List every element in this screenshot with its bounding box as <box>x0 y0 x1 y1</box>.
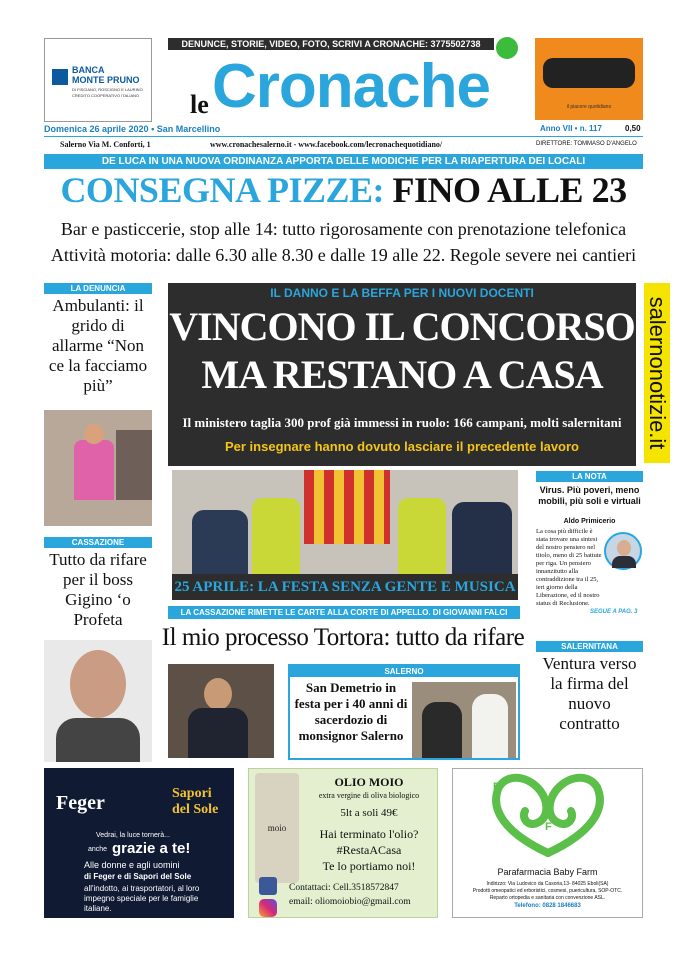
oil-q3: Te lo portiamo noi! <box>322 859 416 873</box>
boss-photo <box>44 640 152 762</box>
bank-name-2: MONTE PRUNO <box>72 75 140 85</box>
address: Salerno Via M. Conforti, 1 <box>60 140 151 149</box>
lead-headline-b: FINO ALLE 23 <box>392 170 627 210</box>
bank-ad[interactable] <box>44 38 152 122</box>
motta-brand <box>543 58 635 88</box>
date: Domenica 26 aprile 2020 <box>44 124 149 134</box>
salernitana-text[interactable]: Ventura verso la firma del nuovo contratto <box>542 654 637 733</box>
feger-ad[interactable] <box>44 768 234 918</box>
top-banner: DENUNCE, STORIE, VIDEO, FOTO, SCRIVI A CRONACHE: 3775502738 <box>168 38 494 50</box>
bank-name-4: CREDITO COOPERATIVO ITALIANO <box>72 93 140 98</box>
oil-contact-2: email: oliomoiobio@gmail.com <box>289 897 411 907</box>
sapori-brand-2: del Sole <box>172 802 219 817</box>
salerno-label: SALERNO <box>290 666 518 677</box>
bank-name-1: BANCA <box>72 65 105 75</box>
lead-sub-1: Bar e pasticcerie, stop alle 14: tutto rigorosamente con prenotazione telefonica <box>60 219 627 239</box>
oil-bottle-image <box>255 773 299 883</box>
facebook-icon[interactable] <box>259 877 277 895</box>
lead-headline[interactable] <box>44 170 643 210</box>
oil-title: OLIO MOIO <box>334 775 404 789</box>
tortora-headline[interactable]: Il mio processo Tortora: tutto da rifare <box>161 624 525 651</box>
oil-price: 5lt a soli 49€ <box>340 807 398 819</box>
boss-head <box>70 650 126 718</box>
salerno-box[interactable] <box>288 664 520 760</box>
flag <box>304 470 390 544</box>
denuncia-label: LA DENUNCIA <box>44 283 152 294</box>
motta-slogan: il piacere quotidiano <box>566 104 612 110</box>
pope-photo <box>412 682 516 758</box>
oil-q2: #RestaACasa <box>336 843 402 857</box>
lead-kicker: DE LUCA IN UNA NUOVA ORDINANZA APPORTA DELLE MODICHE PER LA RIAPERTURA DEI LOCALI <box>44 154 643 169</box>
feger-brand: Feger <box>56 792 105 814</box>
whatsapp-icon <box>496 37 518 59</box>
liberation-photo <box>172 470 518 574</box>
bank-name-3: DI FISCIANO, ROSCIGNO E LAURINO <box>72 87 143 92</box>
pharmacy-line-2: Prodotti omeopatici ed erboristici, cosmesi, puericultura, SOP-OTC. <box>472 888 623 894</box>
salerno-text: San Demetrio in festa per i 40 anni di sacerdozio di monsignor Salerno <box>294 680 408 743</box>
nota-label: LA NOTA <box>536 471 643 482</box>
pharmacy-logo-f: F <box>545 821 552 833</box>
pharmacy-address: Indirizzo: Via Ludovico da Casoria,13- 84025 Eboli(SA) <box>486 881 609 887</box>
pharmacy-logo-icon <box>485 773 611 857</box>
vendor-photo <box>44 410 152 526</box>
lead-sub-2: Attività motoria: dalle 6.30 alle 8.30 e dalle 19 alle 22. Regole severe nei cantieri <box>50 245 637 265</box>
web-links[interactable]: www.cronachesalerno.it - www.facebook.com/lecronachequotidiano/ <box>210 140 443 149</box>
oil-q1: Hai terminato l'olio? <box>319 827 419 841</box>
pharmacy-name: Parafarmacia Baby Farm <box>497 867 598 877</box>
officer-right <box>398 498 446 574</box>
pharmacy-ad[interactable] <box>452 768 643 918</box>
feger-line-3: grazie a te! <box>112 840 191 857</box>
date-line <box>44 124 220 134</box>
separator-dot: • <box>151 124 157 134</box>
feger-line-5: di Feger e di Sapori del Sole <box>84 872 192 881</box>
main-story-panel[interactable] <box>168 283 636 466</box>
price: 0,50 <box>625 124 641 133</box>
main-headline-2: MA RESTANO A CASA <box>201 352 603 397</box>
motta-ad[interactable] <box>535 38 643 120</box>
nota-author: Aldo Primicerio <box>563 518 616 525</box>
feger-line-2: anche <box>88 846 108 853</box>
denuncia-text[interactable]: Ambulanti: il grido di allarme “Non ce la facciamo più” <box>48 296 148 395</box>
author-suit <box>612 556 636 568</box>
main-highlight: Per insegnare hanno dovuto lasciare il precedente lavoro <box>224 439 579 454</box>
director: DIRETTORE: TOMMASO D'ANGELO <box>536 141 637 147</box>
saint: San Marcellino <box>156 124 221 134</box>
oil-ad[interactable] <box>248 768 438 918</box>
sapori-brand-1: Sapori <box>172 786 212 801</box>
pope-figure <box>472 694 508 758</box>
nota-title[interactable]: Virus. Più poveri, meno mobili, più soli e virtuali <box>538 485 641 506</box>
falci-head <box>204 678 232 710</box>
nota-body: La cosa più difficile è stata trovare una sintesi del nostro pensiero nel titolo, meno di 25 battute per riga. Un pensiero innanzitutto alla contraddizione tra il 25, ieri giorno della Liberazione, ed il nostro status di Reclusione. <box>536 528 602 606</box>
main-kicker: IL DANNO E LA BEFFA PER I NUOVI DOCENTI <box>270 286 534 300</box>
nota-more-link[interactable]: SEGUE A PAG. 3 <box>590 609 638 615</box>
author-photo <box>604 532 642 570</box>
feger-line-1: Vedrai, la luce tornerà... <box>96 832 170 839</box>
masthead-le: le <box>190 90 209 119</box>
bank-logo-icon <box>52 69 68 85</box>
boss-shirt <box>56 718 140 762</box>
shop-shelf <box>116 430 152 500</box>
officer-left <box>252 498 300 574</box>
lead-headline-a: CONSEGNA PIZZE: <box>60 170 385 210</box>
cassazione-label: CASSAZIONE <box>44 537 152 548</box>
main-headline-1: VINCONO IL CONCORSO <box>169 304 635 349</box>
monsignor-figure <box>422 702 462 758</box>
tortora-kicker: LA CASSAZIONE RIMETTE LE CARTE ALLA CORTE DI APPELLO. DI GIOVANNI FALCI <box>168 606 520 619</box>
feger-line-6: all'indotto, ai trasportatori, al loro impegno speciale per le famiglie italiane. <box>84 884 200 913</box>
mayor <box>452 502 512 574</box>
pharmacy-logo-b: B <box>493 781 501 793</box>
instagram-icon[interactable] <box>259 899 277 917</box>
author-head <box>617 540 631 556</box>
person-left <box>192 510 248 574</box>
falci-body <box>188 708 248 758</box>
vendor-figure <box>74 440 114 500</box>
oil-sub: extra vergine di oliva biologico <box>318 791 420 800</box>
oil-bottle-label: moio <box>267 823 287 833</box>
salernonotizie-vertical[interactable]: salernonotizie.it <box>644 283 670 463</box>
issue: Anno VII • n. 117 <box>540 124 602 133</box>
masthead-title: Cronache <box>212 52 490 121</box>
masthead-rule <box>44 136 643 137</box>
falci-photo <box>168 664 274 758</box>
photo-caption: 25 APRILE: LA FESTA SENZA GENTE E MUSICA <box>172 574 518 600</box>
main-sub: Il ministero taglia 300 prof già immessi in ruolo: 166 campani, molti salernitani <box>182 415 622 430</box>
salernitana-label: SALERNITANA <box>536 641 643 652</box>
feger-line-4: Alle donne e agli uomini <box>84 860 180 870</box>
cassazione-text[interactable]: Tutto da rifare per il boss Gigino ‘o Profeta <box>49 550 147 629</box>
pharmacy-line-3: Reparto ortopedia e sanitaria con convenzione ASL. <box>489 895 606 901</box>
vendor-head <box>84 424 104 444</box>
oil-contact-1: Contattaci: Cell.3518572847 <box>289 883 399 893</box>
pharmacy-phone: Telefono: 0828 1846683 <box>514 903 581 909</box>
